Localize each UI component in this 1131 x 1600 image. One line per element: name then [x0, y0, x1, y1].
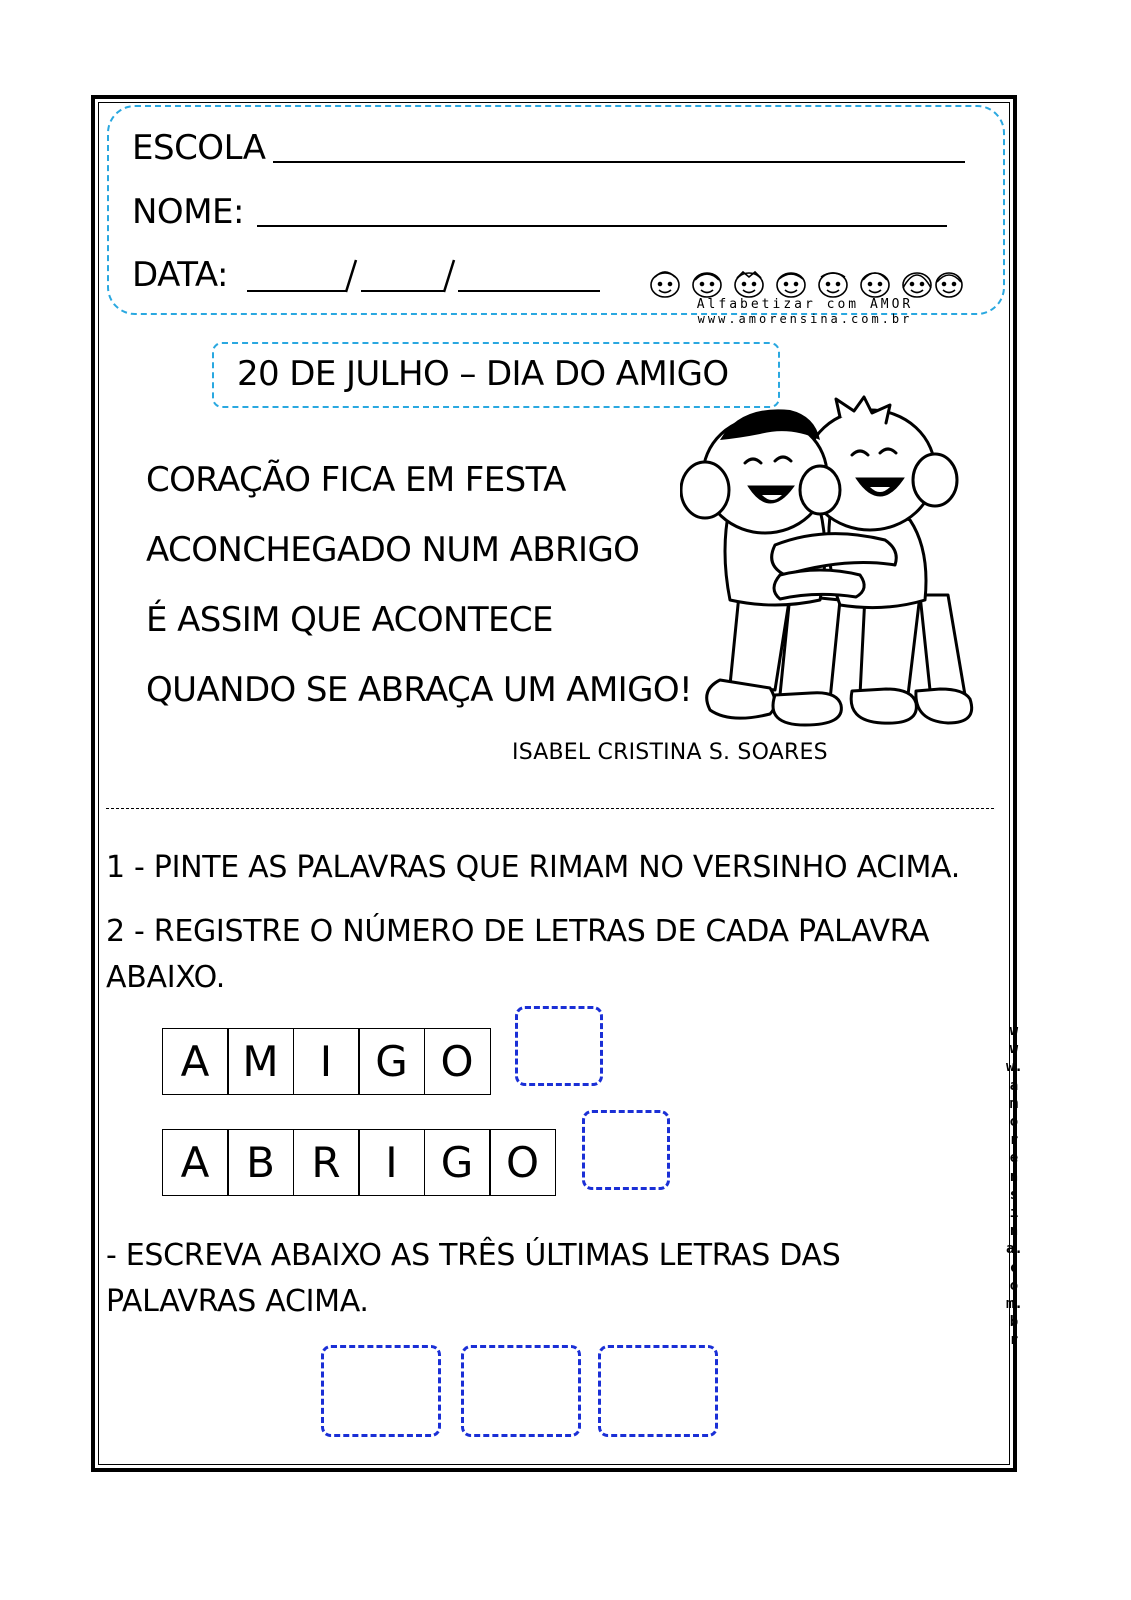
- letter-cell: R: [293, 1129, 360, 1196]
- poem-line-1[interactable]: CORAÇÃO FICA EM FESTA: [146, 460, 566, 500]
- escola-label: ESCOLA: [132, 128, 266, 168]
- side-url-watermark: www.amorensina.com.br: [1006, 1023, 1023, 1349]
- section-divider: [106, 808, 994, 809]
- date-year-line[interactable]: [458, 290, 600, 292]
- data-label: DATA:: [132, 255, 228, 295]
- last-letter-box-3[interactable]: [598, 1345, 718, 1437]
- poem-line-2[interactable]: ACONCHEGADO NUM ABRIGO: [146, 530, 640, 570]
- letter-cell: G: [424, 1129, 491, 1196]
- last-letter-box-2[interactable]: [461, 1345, 581, 1437]
- word-grid-abrigo: [163, 1129, 556, 1196]
- amigo-count-box[interactable]: [515, 1006, 603, 1086]
- letter-cell: M: [227, 1028, 294, 1095]
- nome-label: NOME:: [132, 192, 244, 232]
- date-day-line[interactable]: [247, 290, 347, 292]
- last-letter-box-1[interactable]: [321, 1345, 441, 1437]
- question-3-line-1: - ESCREVA ABAIXO AS TRÊS ÚLTIMAS LETRAS DAS: [106, 1238, 841, 1273]
- poem-line-3[interactable]: É ASSIM QUE ACONTECE: [146, 600, 553, 640]
- letter-cell: I: [358, 1129, 425, 1196]
- letter-cell: I: [293, 1028, 360, 1095]
- letter-cell: A: [162, 1028, 229, 1095]
- letter-cell: G: [358, 1028, 425, 1095]
- letter-cell: O: [424, 1028, 491, 1095]
- poem-line-4[interactable]: QUANDO SE ABRAÇA UM AMIGO!: [146, 670, 693, 710]
- question-3-line-2: PALAVRAS ACIMA.: [106, 1284, 369, 1319]
- abrigo-count-box[interactable]: [582, 1110, 670, 1190]
- friends-hugging-illustration: [680, 395, 980, 740]
- letter-cell: A: [162, 1129, 229, 1196]
- letter-cell: O: [489, 1129, 556, 1196]
- nome-field[interactable]: [257, 225, 947, 227]
- question-1: 1 - PINTE AS PALAVRAS QUE RIMAM NO VERSINHO ACIMA.: [106, 850, 960, 885]
- date-month-line[interactable]: [361, 290, 445, 292]
- date-slash-1: [340, 258, 360, 294]
- brand-logo: [640, 268, 970, 326]
- brand-name: Alfabetizar com AMOR: [696, 297, 914, 312]
- letter-cell: B: [227, 1129, 294, 1196]
- word-grid-amigo: [163, 1028, 491, 1095]
- escola-field[interactable]: [273, 161, 965, 163]
- question-2-line-2: ABAIXO.: [106, 960, 225, 995]
- date-slash-2: [438, 258, 458, 294]
- poem-author: ISABEL CRISTINA S. SOARES: [512, 740, 828, 765]
- kids-faces-icon: [645, 268, 965, 300]
- question-2-line-1: 2 - REGISTRE O NÚMERO DE LETRAS DE CADA PALAVRA: [106, 914, 930, 949]
- brand-url: www.amorensina.com.br: [697, 312, 913, 326]
- page-title: 20 DE JULHO – DIA DO AMIGO: [237, 354, 729, 394]
